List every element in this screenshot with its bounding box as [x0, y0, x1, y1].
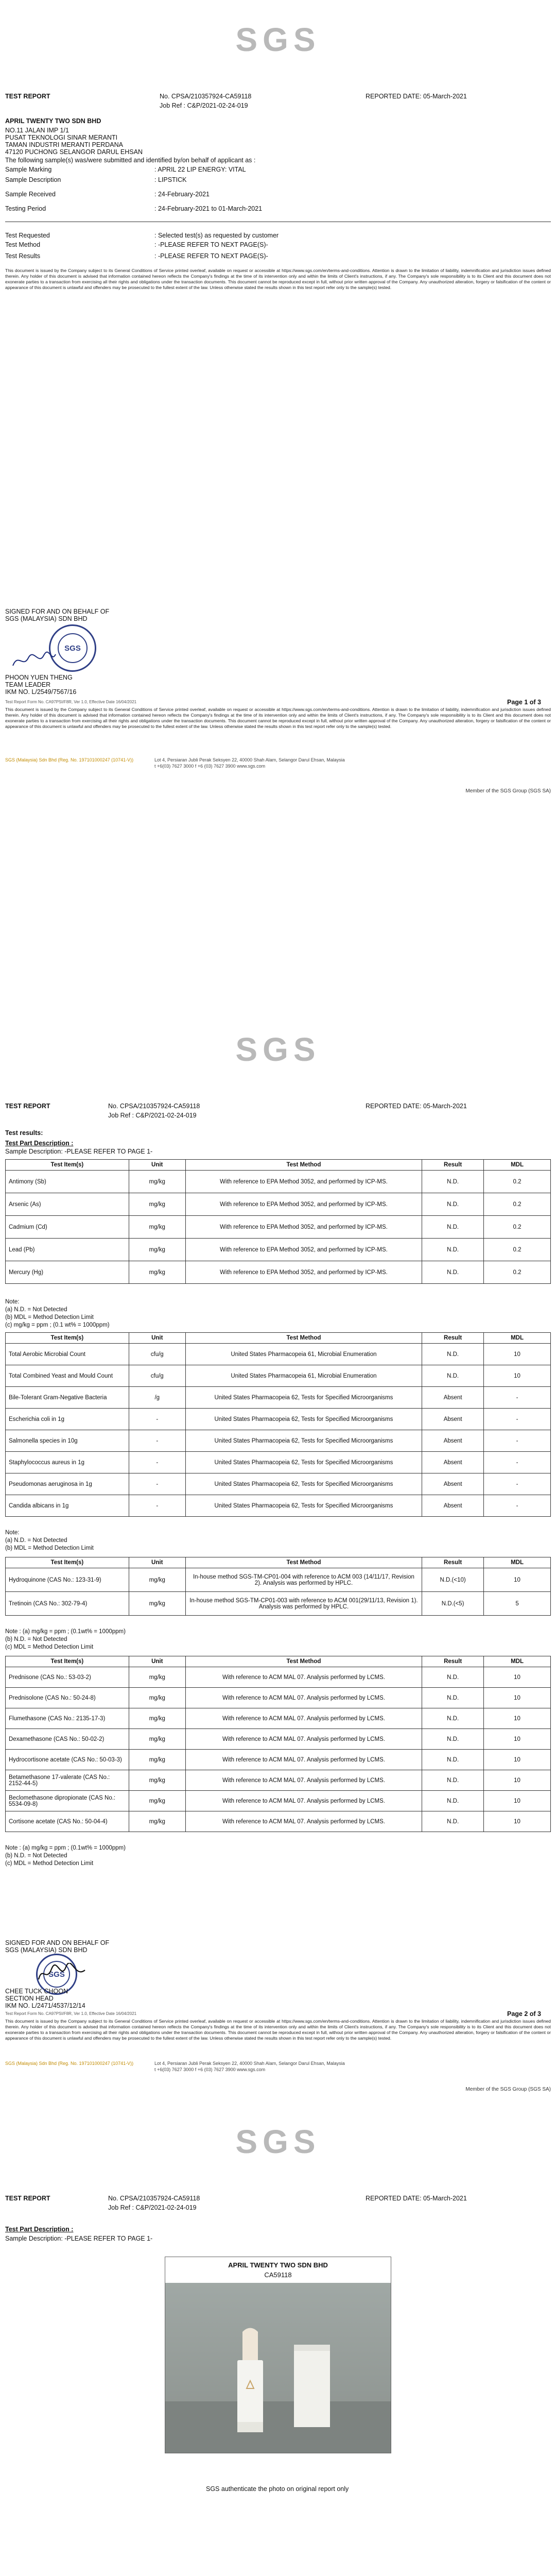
cell-mdl: -: [484, 1495, 551, 1517]
cell-method: With reference to EPA Method 3052, and performed by ICP-MS.: [185, 1171, 422, 1193]
cell-result: N.D.(<5): [422, 1592, 484, 1616]
page-number: Page 1 of 3: [507, 699, 541, 706]
footer-contact: t +6(03) 7627 3000 f +6 (03) 7627 3900 www.sgs.com: [154, 764, 266, 769]
cell-result: N.D.: [422, 1750, 484, 1770]
cell-result: Absent: [422, 1430, 484, 1452]
cell-unit: /g: [129, 1387, 185, 1409]
member-of-sgs-group: Member of the SGS Group (SGS SA): [465, 788, 551, 794]
cell-mdl: -: [484, 1387, 551, 1409]
cell-unit: mg/kg: [129, 1261, 185, 1284]
table-header-row: [6, 1160, 551, 1171]
report-page-3: [0, 2102, 556, 2576]
cell-unit: mg/kg: [129, 1791, 185, 1811]
test-info-label: Test Requested: [5, 232, 50, 239]
cell-method: In-house method SGS-TM-CP01-003 with reference to ACM 001(29/11/13, Revision 1). Analysis was performed by HPLC.: [185, 1592, 422, 1616]
form-number: Test Report Form No. CA97PSI/F8R, Ver 1.0, Effective Date 16/04/2021: [5, 2011, 137, 2016]
column-header: Test Method: [185, 1333, 422, 1344]
table-note: (a) N.D. = Not Detected: [5, 1537, 67, 1544]
cell-mdl: 0.2: [484, 1193, 551, 1216]
job-ref: Job Ref : C&P/2021-02-24-019: [108, 2204, 197, 2211]
client-name: APRIL TWENTY TWO SDN BHD: [5, 117, 101, 125]
cell-method: United States Pharmacopeia 61, Microbial Enumeration: [185, 1365, 422, 1387]
cell-result: N.D.: [422, 1365, 484, 1387]
column-header: Unit: [129, 1333, 185, 1344]
table-row: [6, 1811, 551, 1832]
table-row: [6, 1261, 551, 1284]
cell-unit: cfu/g: [129, 1365, 185, 1387]
cell-method: With reference to ACM MAL 07. Analysis performed by LCMS.: [185, 1729, 422, 1750]
signatory-title: SECTION HEAD: [5, 1995, 54, 2002]
cell-test-item: Candida albicans in 1g: [6, 1495, 129, 1517]
cell-test-item: Pseudomonas aeruginosa in 1g: [6, 1473, 129, 1495]
sample-info-label: Sample Received: [5, 191, 56, 198]
cell-result: N.D.: [422, 1171, 484, 1193]
column-header: Test Item(s): [6, 1557, 129, 1568]
cell-test-item: Cadmium (Cd): [6, 1216, 129, 1239]
report-header: [5, 93, 551, 102]
sample-info-value: : 24-February-2021: [154, 191, 210, 198]
signed-on-behalf: SIGNED FOR AND ON BEHALF OF: [5, 608, 110, 615]
table-header-row: [6, 1333, 551, 1344]
cell-method: In-house method SGS-TM-CP01-004 with reference to ACM 003 (14/11/17, Revision 2). Analysis was performed by HPLC.: [185, 1568, 422, 1592]
photo-ref: CA59118: [264, 2271, 292, 2279]
column-header: Test Method: [185, 1557, 422, 1568]
cell-result: N.D.: [422, 1770, 484, 1791]
cell-method: With reference to ACM MAL 07. Analysis performed by LCMS.: [185, 1708, 422, 1729]
cell-mdl: 10: [484, 1365, 551, 1387]
lipstick-photo-image: [165, 2283, 391, 2453]
column-header: MDL: [484, 1557, 551, 1568]
sample-info-value: : LIPSTICK: [154, 176, 187, 183]
cell-result: N.D.: [422, 1729, 484, 1750]
test-results-label: Test results:: [5, 1129, 43, 1137]
client-address-line: 47120 PUCHONG SELANGOR DARUL EHSAN: [5, 148, 143, 156]
cell-method: United States Pharmacopeia 62, Tests for Specified Microorganisms: [185, 1473, 422, 1495]
cell-result: N.D.: [422, 1667, 484, 1688]
test-info-label: Test Method: [5, 241, 41, 248]
cell-result: N.D.: [422, 1791, 484, 1811]
disclaimer-text: This document is issued by the Company subject to its General Conditions of Service printed overleaf, available on request or accessible at https://www.sgs.com/en/terms-and-conditions. Attention is drawn to the limitation of liability, indemnification and jurisdiction issues defined therein. Any holder of this document is advised that information contained hereon reflects the Company's findings at the time of its intervention only and within the limits of Client's instructions, if any. The Company's sole responsibility is to its Client and this document does not exonerate parties to a transaction from exercising all their rights and obligations under the transaction documents. This document cannot be reproduced except in full, without prior written approval of the Company. Any unauthorized alteration, forgery or falsification of the content or appearance of this document is unlawful and offenders may be prosecuted to the fullest extent of the law. Unless otherwise stated the results shown in this test report refer only to the sample(s) tested.: [5, 268, 551, 290]
footer-company: SGS (Malaysia) Sdn Bhd (Reg. No. 197101000247 (10741-V)): [5, 2061, 134, 2066]
cell-test-item: Mercury (Hg): [6, 1261, 129, 1284]
table-note: (c) MDL = Method Detection Limit: [5, 1860, 94, 1867]
signatory-name: PHOON YUEN THENG: [5, 674, 73, 681]
cell-method: United States Pharmacopeia 62, Tests for Specified Microorganisms: [185, 1430, 422, 1452]
cell-result: N.D.: [422, 1239, 484, 1261]
sgs-logo: SGS: [235, 2123, 321, 2160]
column-header: Unit: [129, 1656, 185, 1667]
cell-unit: -: [129, 1495, 185, 1517]
sample-photo-panel: [165, 2257, 391, 2453]
cell-test-item: Total Aerobic Microbial Count: [6, 1344, 129, 1365]
sample-info-value: : 24-February-2021 to 01-March-2021: [154, 205, 263, 212]
column-header: Test Method: [185, 1656, 422, 1667]
table-row: [6, 1239, 551, 1261]
cell-mdl: -: [484, 1409, 551, 1430]
cell-unit: cfu/g: [129, 1344, 185, 1365]
table-row: [6, 1688, 551, 1708]
cell-unit: mg/kg: [129, 1193, 185, 1216]
test-part-label: Test Part Description :: [5, 2226, 74, 2233]
test-info-value: : -PLEASE REFER TO NEXT PAGE(S)-: [154, 241, 268, 248]
column-header: Test Item(s): [6, 1160, 129, 1171]
column-header: Result: [422, 1160, 484, 1171]
report-label: TEST REPORT: [5, 93, 50, 100]
report-number: No. CPSA/210357924-CA59118: [108, 2195, 200, 2202]
cell-method: With reference to EPA Method 3052, and performed by ICP-MS.: [185, 1193, 422, 1216]
table-note: (b) N.D. = Not Detected: [5, 1853, 67, 1859]
disclaimer-text: This document is issued by the Company subject to its General Conditions of Service printed overleaf, available on request or accessible at https://www.sgs.com/en/terms-and-conditions. Attention is drawn to the limitation of liability, indemnification and jurisdiction issues defined therein. Any holder of this document is advised that information contained hereon reflects the Company's findings at the time of its intervention only and within the limits of Client's instructions, if any. The Company's sole responsibility is to its Client and this document does not exonerate parties to a transaction from exercising all their rights and obligations under the transaction documents. This document cannot be reproduced except in full, without prior written approval of the Company. Any unauthorized alteration, forgery or falsification of the content or appearance of this document is unlawful and offenders may be prosecuted to the fullest extent of the law. Unless otherwise stated the results shown in this test report refer only to the sample(s) tested.: [5, 707, 551, 729]
cell-unit: mg/kg: [129, 1239, 185, 1261]
test-info-label: Test Results: [5, 252, 41, 260]
photo-caption: SGS authenticate the photo on original report only: [206, 2485, 349, 2493]
photo-company: APRIL TWENTY TWO SDN BHD: [228, 2261, 328, 2269]
signatory-title: TEAM LEADER: [5, 681, 51, 688]
table-note: (a) N.D. = Not Detected: [5, 1307, 67, 1313]
column-header: Result: [422, 1333, 484, 1344]
sgs-logo: SGS: [235, 21, 321, 58]
reported-date: REPORTED DATE: 05-March-2021: [366, 1103, 467, 1110]
cell-result: Absent: [422, 1387, 484, 1409]
sample-info-label: Sample Description: [5, 176, 61, 183]
table-row: [6, 1667, 551, 1688]
sample-info-label: Testing Period: [5, 205, 46, 212]
cell-unit: mg/kg: [129, 1729, 185, 1750]
cell-result: N.D.: [422, 1708, 484, 1729]
cell-mdl: 0.2: [484, 1261, 551, 1284]
cell-method: With reference to EPA Method 3052, and performed by ICP-MS.: [185, 1261, 422, 1284]
cell-mdl: 10: [484, 1688, 551, 1708]
cell-test-item: Lead (Pb): [6, 1239, 129, 1261]
cell-mdl: 0.2: [484, 1171, 551, 1193]
job-ref: Job Ref : C&P/2021-02-24-019: [160, 102, 248, 109]
cell-test-item: Betamethasone 17-valerate (CAS No.: 2152-44-5): [6, 1770, 129, 1791]
cell-mdl: 10: [484, 1708, 551, 1729]
cell-result: Absent: [422, 1409, 484, 1430]
column-header: Unit: [129, 1160, 185, 1171]
column-header: MDL: [484, 1656, 551, 1667]
page-number: Page 2 of 3: [507, 2010, 541, 2018]
cell-mdl: 10: [484, 1770, 551, 1791]
reported-date: REPORTED DATE: 05-March-2021: [366, 93, 467, 100]
report-header: [5, 1103, 551, 1112]
table-row: [6, 1193, 551, 1216]
report-page-1: [0, 0, 556, 1010]
cell-mdl: 10: [484, 1729, 551, 1750]
cell-unit: -: [129, 1430, 185, 1452]
table-note: (b) N.D. = Not Detected: [5, 1636, 67, 1642]
cell-result: N.D.: [422, 1688, 484, 1708]
heavy-metals-table: [5, 1159, 551, 1284]
cell-mdl: 10: [484, 1791, 551, 1811]
cell-mdl: -: [484, 1473, 551, 1495]
table-row: [6, 1365, 551, 1387]
table-header-row: [6, 1656, 551, 1667]
sample-info-label: Sample Marking: [5, 166, 52, 173]
cell-mdl: 10: [484, 1667, 551, 1688]
cell-test-item: Arsenic (As): [6, 1193, 129, 1216]
signature-image: [10, 650, 57, 671]
signature-image: [36, 1963, 88, 1984]
cell-method: With reference to ACM MAL 07. Analysis performed by LCMS.: [185, 1770, 422, 1791]
cell-mdl: 10: [484, 1344, 551, 1365]
cell-method: With reference to ACM MAL 07. Analysis performed by LCMS.: [185, 1688, 422, 1708]
table-note: (b) MDL = Method Detection Limit: [5, 1314, 94, 1320]
cell-test-item: Antimony (Sb): [6, 1171, 129, 1193]
table-note: (b) MDL = Method Detection Limit: [5, 1545, 94, 1551]
cell-test-item: Hydrocortisone acetate (CAS No.: 50-03-3): [6, 1750, 129, 1770]
cell-unit: -: [129, 1452, 185, 1473]
table-row: [6, 1729, 551, 1750]
column-header: MDL: [484, 1333, 551, 1344]
cell-unit: mg/kg: [129, 1592, 185, 1616]
signatory-name: CHEE TUCK CHOON: [5, 1988, 68, 1995]
cell-mdl: 0.2: [484, 1239, 551, 1261]
cell-test-item: Cortisone acetate (CAS No.: 50-04-4): [6, 1811, 129, 1832]
client-address-line: TAMAN INDUSTRI MERANTI PERDANA: [5, 141, 123, 148]
cell-method: United States Pharmacopeia 62, Tests for Specified Microorganisms: [185, 1409, 422, 1430]
table-row: [6, 1770, 551, 1791]
signatory-ikm: IKM NO. L/2471/4537/12/14: [5, 2002, 85, 2009]
sgs-logo: SGS: [235, 1031, 321, 1068]
cell-unit: mg/kg: [129, 1750, 185, 1770]
sample-description: Sample Description: -PLEASE REFER TO PAGE 1-: [5, 1148, 153, 1155]
report-label: TEST REPORT: [5, 2195, 50, 2202]
cell-unit: mg/kg: [129, 1770, 185, 1791]
signatory-ikm: IKM NO. L/2549/7567/16: [5, 688, 77, 696]
cell-test-item: Prednisone (CAS No.: 53-03-2): [6, 1667, 129, 1688]
cell-unit: mg/kg: [129, 1568, 185, 1592]
cell-method: United States Pharmacopeia 62, Tests for Specified Microorganisms: [185, 1387, 422, 1409]
column-header: Test Method: [185, 1160, 422, 1171]
table-row: [6, 1568, 551, 1592]
job-ref: Job Ref : C&P/2021-02-24-019: [108, 1112, 197, 1119]
sample-info-value: : APRIL 22 LIP ENERGY: VITAL: [154, 166, 246, 173]
table-note: Note:: [5, 1299, 20, 1305]
member-of-sgs-group: Member of the SGS Group (SGS SA): [465, 2087, 551, 2092]
cell-mdl: -: [484, 1430, 551, 1452]
cell-test-item: Staphylococcus aureus in 1g: [6, 1452, 129, 1473]
cell-unit: -: [129, 1409, 185, 1430]
disclaimer-text: This document is issued by the Company subject to its General Conditions of Service printed overleaf, available on request or accessible at https://www.sgs.com/en/terms-and-conditions. Attention is drawn to the limitation of liability, indemnification and jurisdiction issues defined therein. Any holder of this document is advised that information contained hereon reflects the Company's findings at the time of its intervention only and within the limits of Client's instructions, if any. The Company's sole responsibility is to its Client and this document does not exonerate parties to a transaction from exercising all their rights and obligations under the transaction documents. This document cannot be reproduced except in full, without prior written approval of the Company. Any unauthorized alteration, forgery or falsification of the content or appearance of this document is unlawful and offenders may be prosecuted to the fullest extent of the law. Unless otherwise stated the results shown in this test report refer only to the sample(s) tested.: [5, 2019, 551, 2041]
cell-unit: mg/kg: [129, 1688, 185, 1708]
cell-mdl: 10: [484, 1811, 551, 1832]
hydroquinone-tretinoin-table: [5, 1557, 551, 1616]
table-note: (c) mg/kg = ppm ; (0.1 wt% = 1000ppm): [5, 1322, 110, 1328]
table-row: [6, 1708, 551, 1729]
cell-method: United States Pharmacopeia 61, Microbial Enumeration: [185, 1344, 422, 1365]
table-row: [6, 1791, 551, 1811]
submission-intro: The following sample(s) was/were submitted and identified by/on behalf of applicant as :: [5, 157, 256, 164]
footer-company: SGS (Malaysia) Sdn Bhd (Reg. No. 197101000247 (10741-V)): [5, 757, 134, 762]
column-header: Result: [422, 1656, 484, 1667]
cell-mdl: 5: [484, 1592, 551, 1616]
test-info-value: : Selected test(s) as requested by customer: [154, 232, 279, 239]
footer-address: Lot 4, Persiaran Jubli Perak Seksyen 22, 40000 Shah Alam, Selangor Darul Ehsan, Malaysia: [154, 757, 345, 762]
cell-test-item: Hydroquinone (CAS No.: 123-31-9): [6, 1568, 129, 1592]
cell-test-item: Total Combined Yeast and Mould Count: [6, 1365, 129, 1387]
cell-unit: mg/kg: [129, 1171, 185, 1193]
cell-unit: mg/kg: [129, 1216, 185, 1239]
cell-test-item: Flumethasone (CAS No.: 2135-17-3): [6, 1708, 129, 1729]
cell-result: Absent: [422, 1473, 484, 1495]
cell-result: N.D.(<10): [422, 1568, 484, 1592]
table-row: [6, 1495, 551, 1517]
client-address-line: NO.11 JALAN IMP 1/1: [5, 127, 69, 134]
cell-method: With reference to EPA Method 3052, and performed by ICP-MS.: [185, 1216, 422, 1239]
cell-test-item: Escherichia coli in 1g: [6, 1409, 129, 1430]
test-info-value: : -PLEASE REFER TO NEXT PAGE(S)-: [154, 252, 268, 260]
cell-method: United States Pharmacopeia 62, Tests for Specified Microorganisms: [185, 1452, 422, 1473]
sgs-seal-stamp: SGS: [49, 624, 96, 672]
microbial-table: [5, 1332, 551, 1517]
column-header: Unit: [129, 1557, 185, 1568]
table-row: [6, 1430, 551, 1452]
footer-address: Lot 4, Persiaran Jubli Perak Seksyen 22, 40000 Shah Alam, Selangor Darul Ehsan, Malaysia: [154, 2061, 345, 2066]
test-part-label: Test Part Description :: [5, 1140, 74, 1147]
footer-contact: t +6(03) 7627 3000 f +6 (03) 7627 3900 www.sgs.com: [154, 2067, 266, 2072]
column-header: Test Item(s): [6, 1333, 129, 1344]
cell-result: N.D.: [422, 1216, 484, 1239]
column-header: Result: [422, 1557, 484, 1568]
cell-method: With reference to EPA Method 3052, and performed by ICP-MS.: [185, 1239, 422, 1261]
cell-test-item: Bile-Tolerant Gram-Negative Bacteria: [6, 1387, 129, 1409]
cell-test-item: Tretinoin (CAS No.: 302-79-4): [6, 1592, 129, 1616]
cell-mdl: -: [484, 1452, 551, 1473]
cell-result: N.D.: [422, 1344, 484, 1365]
sgs-seal-stamp: SGS: [36, 1954, 77, 1995]
table-row: [6, 1592, 551, 1616]
report-label: TEST REPORT: [5, 1103, 50, 1110]
report-number: No. CPSA/210357924-CA59118: [160, 93, 252, 100]
cell-method: With reference to ACM MAL 07. Analysis performed by LCMS.: [185, 1667, 422, 1688]
cell-test-item: Beclomethasone dipropionate (CAS No.: 5534-09-8): [6, 1791, 129, 1811]
report-number: No. CPSA/210357924-CA59118: [108, 1103, 200, 1110]
table-row: [6, 1171, 551, 1193]
table-note: (c) MDL = Method Detection Limit: [5, 1644, 94, 1650]
table-row: [6, 1473, 551, 1495]
cell-test-item: Dexamethasone (CAS No.: 50-02-2): [6, 1729, 129, 1750]
table-row: [6, 1387, 551, 1409]
reported-date: REPORTED DATE: 05-March-2021: [366, 2195, 467, 2202]
cell-unit: mg/kg: [129, 1667, 185, 1688]
cell-mdl: 0.2: [484, 1216, 551, 1239]
signed-on-behalf: SIGNED FOR AND ON BEHALF OF: [5, 1939, 110, 1946]
table-row: [6, 1344, 551, 1365]
table-row: [6, 1452, 551, 1473]
cell-unit: mg/kg: [129, 1811, 185, 1832]
table-row: [6, 1216, 551, 1239]
cell-unit: -: [129, 1473, 185, 1495]
sample-description: Sample Description: -PLEASE REFER TO PAGE 1-: [5, 2235, 153, 2242]
cell-unit: mg/kg: [129, 1708, 185, 1729]
cell-test-item: Salmonella species in 10g: [6, 1430, 129, 1452]
report-page-2: [0, 1010, 556, 2102]
signatory-company: SGS (MALAYSIA) SDN BHD: [5, 615, 88, 622]
cell-method: With reference to ACM MAL 07. Analysis performed by LCMS.: [185, 1791, 422, 1811]
column-header: Test Item(s): [6, 1656, 129, 1667]
sample-photo: [165, 2283, 391, 2453]
client-address-line: PUSAT TEKNOLOGI SINAR MERANTI: [5, 134, 118, 141]
cell-result: Absent: [422, 1452, 484, 1473]
form-number: Test Report Form No. CA97PSI/F8R, Ver 1.0, Effective Date 16/04/2021: [5, 700, 137, 704]
steroids-table: [5, 1656, 551, 1832]
table-note: Note:: [5, 1530, 20, 1536]
table-row: [6, 1750, 551, 1770]
cell-result: Absent: [422, 1495, 484, 1517]
table-header-row: [6, 1557, 551, 1568]
cell-method: With reference to ACM MAL 07. Analysis performed by LCMS.: [185, 1750, 422, 1770]
cell-result: N.D.: [422, 1193, 484, 1216]
cell-test-item: Prednisolone (CAS No.: 50-24-8): [6, 1688, 129, 1708]
cell-mdl: 10: [484, 1568, 551, 1592]
report-header: [5, 2195, 551, 2204]
table-note: Note : (a) mg/kg = ppm ; (0.1wt% = 1000ppm): [5, 1845, 126, 1851]
cell-mdl: 10: [484, 1750, 551, 1770]
cell-method: With reference to ACM MAL 07. Analysis performed by LCMS.: [185, 1811, 422, 1832]
cell-method: United States Pharmacopeia 62, Tests for Specified Microorganisms: [185, 1495, 422, 1517]
cell-result: N.D.: [422, 1261, 484, 1284]
cell-result: N.D.: [422, 1811, 484, 1832]
signatory-company: SGS (MALAYSIA) SDN BHD: [5, 1946, 88, 1954]
table-row: [6, 1409, 551, 1430]
table-note: Note : (a) mg/kg = ppm ; (0.1wt% = 1000ppm): [5, 1629, 126, 1635]
column-header: MDL: [484, 1160, 551, 1171]
